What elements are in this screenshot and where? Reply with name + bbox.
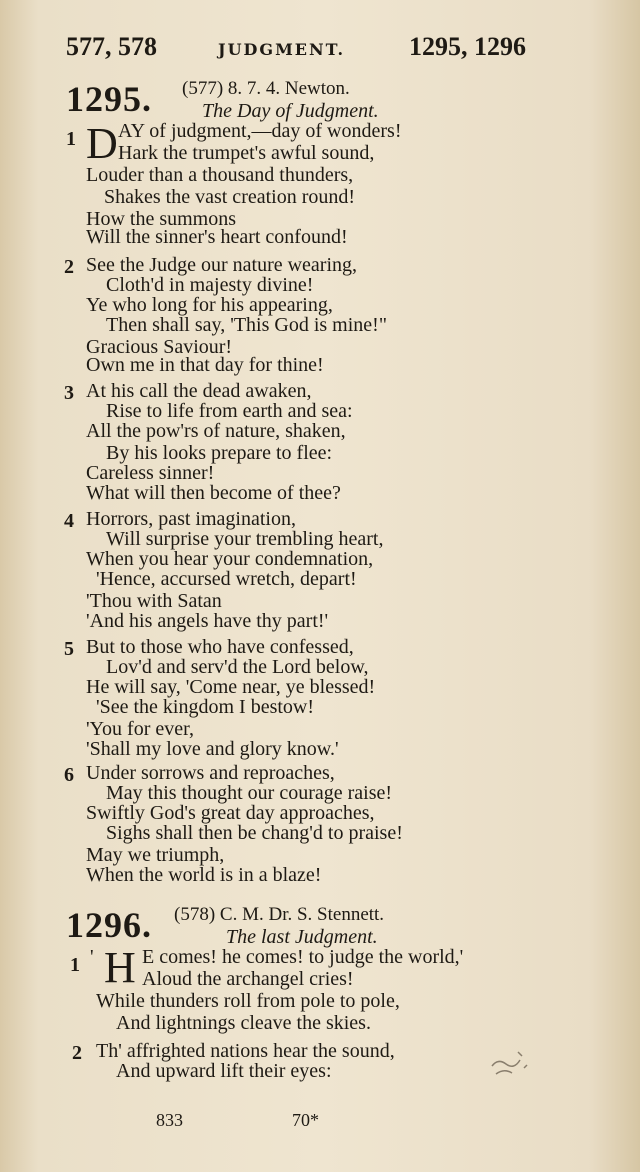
verse-line: When the world is in a blaze! xyxy=(86,864,322,886)
verse-line: E comes! he comes! to judge the world,' xyxy=(142,946,464,968)
verse-line: Louder than a thousand thunders, xyxy=(86,164,354,186)
running-head-right: 1295, 1296 xyxy=(409,32,526,61)
stanza-number: 4 xyxy=(64,510,74,532)
running-head xyxy=(66,32,526,62)
verse-line: May we triumph, xyxy=(86,844,225,866)
verse-line: When you hear your condemnation, xyxy=(86,548,374,570)
stanza-number: 1 xyxy=(70,954,80,976)
verse-line: And lightnings cleave the skies. xyxy=(116,1012,371,1034)
verse-line: Rise to life from earth and sea: xyxy=(106,400,353,422)
hymn-number: 1296. xyxy=(66,905,152,945)
stanza-number: 2 xyxy=(72,1042,82,1064)
verse-line: But to those who have confessed, xyxy=(86,636,354,658)
verse-line: While thunders roll from pole to pole, xyxy=(96,990,400,1012)
verse-line: 'You for ever, xyxy=(86,718,194,740)
page-footer-number: 833 xyxy=(156,1110,183,1130)
verse-line: By his looks prepare to flee: xyxy=(106,442,333,464)
verse-line: Then shall say, 'This God is mine!" xyxy=(106,314,387,336)
verse-line: ' xyxy=(90,946,94,968)
verse-line: Careless sinner! xyxy=(86,462,215,484)
verse-line: How the summons xyxy=(86,208,236,230)
verse-line: What will then become of thee? xyxy=(86,482,341,504)
verse-line: Own me in that day for thine! xyxy=(86,354,324,376)
verse-line: Th' affrighted nations hear the sound, xyxy=(96,1040,395,1062)
verse-line: 'Thou with Satan xyxy=(86,590,222,612)
verse-line: Cloth'd in majesty divine! xyxy=(106,274,314,296)
verse-line: Hark the trumpet's awful sound, xyxy=(118,142,375,164)
drop-cap: H xyxy=(104,943,136,992)
verse-line: Lov'd and serv'd the Lord below, xyxy=(106,656,369,678)
verse-line: Shakes the vast creation round! xyxy=(104,186,356,208)
running-head-title: JUDGMENT. xyxy=(218,40,346,59)
verse-line: Ye who long for his appearing, xyxy=(86,294,333,316)
verse-line: May this thought our courage raise! xyxy=(106,782,393,804)
ink-smudge xyxy=(488,1046,532,1080)
stanza-number: 1 xyxy=(66,128,76,150)
verse-line: 'Shall my love and glory know.' xyxy=(86,738,339,760)
verse-line: Will the sinner's heart confound! xyxy=(86,226,348,248)
hymn-title: The last Judgment. xyxy=(226,926,378,948)
verse-line: He will say, 'Come near, ye blessed! xyxy=(86,676,376,698)
verse-line: See the Judge our nature wearing, xyxy=(86,254,358,276)
verse-line: All the pow'rs of nature, shaken, xyxy=(86,420,346,442)
hymn-meter: (577) 8. 7. 4. Newton. xyxy=(182,78,350,99)
drop-cap: D xyxy=(86,119,118,168)
stanza-number: 2 xyxy=(64,256,74,278)
hymn-title: The Day of Judgment. xyxy=(202,100,379,122)
hymn-meter: (578) C. M. Dr. S. Stennett. xyxy=(174,904,385,925)
verse-line: Aloud the archangel cries! xyxy=(142,968,354,990)
verse-line: Will surprise your trembling heart, xyxy=(106,528,384,550)
verse-line: Under sorrows and reproaches, xyxy=(86,762,335,784)
signature-mark: 70* xyxy=(292,1110,319,1130)
running-head-left: 577, 578 xyxy=(66,32,157,61)
verse-line: 'Hence, accursed wretch, depart! xyxy=(96,568,357,590)
verse-line: At his call the dead awaken, xyxy=(86,380,312,402)
stanza-number: 3 xyxy=(64,382,74,404)
stanza-number: 6 xyxy=(64,764,74,786)
verse-line: Swiftly God's great day approaches, xyxy=(86,802,375,824)
verse-line: Sighs shall then be chang'd to praise! xyxy=(106,822,403,844)
verse-line: AY of judgment,—day of wonders! xyxy=(118,120,402,142)
verse-line: And upward lift their eyes: xyxy=(116,1060,332,1082)
verse-line: 'See the kingdom I bestow! xyxy=(96,696,315,718)
verse-line: Horrors, past imagination, xyxy=(86,508,296,530)
hymn-number: 1295. xyxy=(66,79,152,119)
verse-line: 'And his angels have thy part!' xyxy=(86,610,329,632)
verse-line: Gracious Saviour! xyxy=(86,336,233,358)
stanza-number: 5 xyxy=(64,638,74,660)
